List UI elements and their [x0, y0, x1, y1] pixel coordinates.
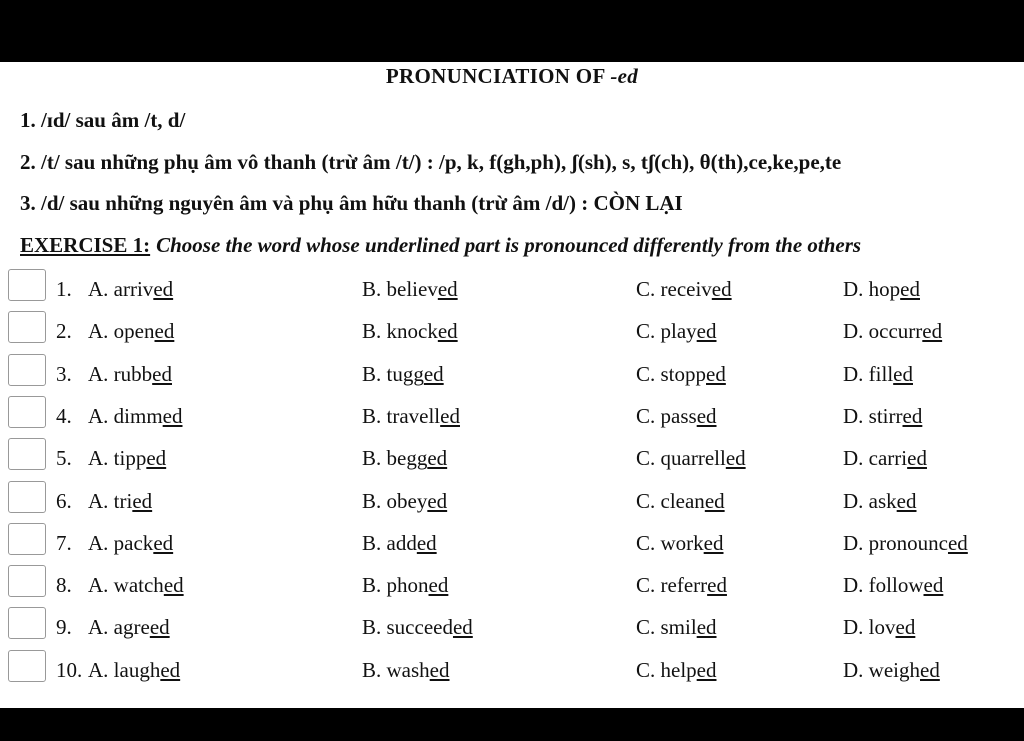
option-stem: D. pronounc: [843, 530, 948, 555]
option-stem: B. phon: [362, 573, 429, 598]
option-stem: B. wash: [362, 657, 430, 682]
option-underlined-part: ed: [154, 319, 175, 344]
option-b: [362, 319, 458, 344]
question-number: 9.: [56, 615, 72, 640]
question-row: [0, 319, 1024, 349]
option-underlined-part: ed: [149, 615, 170, 640]
option-underlined-part: ed: [947, 530, 968, 555]
option-underlined-part: ed: [902, 403, 923, 428]
question-number: 3.: [56, 361, 72, 386]
answer-checkbox[interactable]: [8, 481, 46, 513]
option-d: [843, 362, 913, 387]
option-d: [843, 531, 968, 556]
option-underlined-part: ed: [696, 615, 717, 640]
option-stem: A. tri: [88, 488, 133, 513]
option-a: [88, 489, 152, 514]
option-stem: A. rubb: [88, 361, 153, 386]
option-c: [636, 615, 717, 640]
option-a: [88, 319, 174, 344]
answer-checkbox[interactable]: [8, 269, 46, 301]
bottom-black-bar: [0, 708, 1024, 741]
question-row: [0, 573, 1024, 603]
option-b: [362, 531, 437, 556]
option-underlined-part: ed: [907, 446, 927, 471]
option-stem: C. smil: [636, 615, 697, 640]
option-underlined-part: ed: [146, 446, 167, 471]
option-stem: A. tipp: [88, 446, 147, 471]
option-stem: A. open: [88, 319, 155, 344]
question-row: [0, 531, 1024, 561]
option-c: [636, 531, 724, 556]
option-stem: C. referr: [636, 573, 708, 598]
option-underlined-part: ed: [440, 403, 460, 428]
option-underlined-part: ed: [153, 277, 174, 301]
option-stem: D. fill: [843, 361, 894, 386]
option-underlined-part: ed: [696, 657, 717, 682]
option-underlined-part: ed: [696, 403, 717, 428]
option-underlined-part: ed: [706, 361, 726, 386]
option-c: [636, 319, 717, 344]
option-underlined-part: ed: [429, 657, 450, 682]
rule-2: 2. /t/ sau những phụ âm vô thanh (trừ âm /t/) : /p, k, f(gh,ph), ʃ(sh), s, tʃ(ch), θ(th),ce,ke,pe,te: [20, 150, 842, 174]
option-underlined-part: ed: [152, 361, 172, 386]
answer-checkbox[interactable]: [8, 565, 46, 597]
question-number: 1.: [56, 277, 72, 301]
option-stem: A. pack: [88, 530, 154, 555]
option-a: [88, 573, 184, 598]
option-b: [362, 489, 447, 514]
question-number: 8.: [56, 573, 72, 598]
rule-3: 3. /d/ sau những nguyên âm và phụ âm hữu thanh (trừ âm /d/) : CÒN LẠI: [20, 191, 683, 215]
option-underlined-part: ed: [437, 319, 458, 344]
option-b: [362, 446, 447, 471]
option-underlined-part: ed: [452, 615, 473, 640]
option-d: [843, 319, 942, 344]
option-underlined-part: ed: [725, 446, 746, 471]
option-stem: D. occurr: [843, 319, 923, 344]
option-a: [88, 531, 173, 556]
option-underlined-part: ed: [711, 277, 732, 301]
option-underlined-part: ed: [427, 488, 448, 513]
option-a: [88, 362, 172, 387]
option-stem: D. lov: [843, 615, 896, 640]
title-suffix: -ed: [610, 64, 639, 88]
option-a: [88, 446, 166, 471]
question-number: 10.: [56, 657, 83, 682]
question-row: [0, 362, 1024, 392]
answer-checkbox[interactable]: [8, 396, 46, 428]
option-c: [636, 658, 717, 683]
option-stem: A. agre: [88, 615, 150, 640]
page-title: [0, 64, 1024, 89]
option-stem: C. pass: [636, 403, 697, 428]
option-a: [88, 615, 170, 640]
answer-checkbox[interactable]: [8, 438, 46, 470]
option-underlined-part: ed: [923, 573, 944, 598]
option-d: [843, 489, 917, 514]
option-stem: A. laugh: [88, 657, 161, 682]
option-stem: B. knock: [362, 319, 438, 344]
option-underlined-part: ed: [428, 573, 449, 598]
option-stem: D. weigh: [843, 657, 920, 682]
option-underlined-part: ed: [922, 319, 943, 344]
exercise-label: EXERCISE 1:: [20, 233, 151, 257]
option-stem: D. hop: [843, 277, 901, 301]
option-d: [843, 615, 915, 640]
answer-checkbox[interactable]: [8, 607, 46, 639]
question-row: [0, 615, 1024, 645]
option-b: [362, 615, 473, 640]
option-stem: A. watch: [88, 573, 164, 598]
option-b: [362, 573, 448, 598]
question-row: [0, 277, 1024, 307]
option-c: [636, 362, 726, 387]
option-stem: C. work: [636, 530, 704, 555]
question-row: [0, 404, 1024, 434]
option-underlined-part: ed: [160, 657, 181, 682]
option-d: [843, 446, 927, 471]
option-underlined-part: ed: [153, 530, 174, 555]
option-underlined-part: ed: [163, 573, 184, 598]
answer-checkbox[interactable]: [8, 650, 46, 682]
question-number: 4.: [56, 403, 72, 428]
exercise-heading: [20, 233, 861, 258]
question-row: [0, 489, 1024, 519]
rule-1: 1. /ɪd/ sau âm /t, d/: [20, 108, 186, 132]
answer-checkbox[interactable]: [8, 311, 46, 343]
option-underlined-part: ed: [895, 615, 916, 640]
option-stem: A. dimm: [88, 403, 163, 428]
option-underlined-part: ed: [704, 488, 725, 513]
question-number: 7.: [56, 530, 72, 555]
option-underlined-part: ed: [437, 277, 458, 301]
option-stem: B. add: [362, 530, 417, 555]
option-a: [88, 658, 180, 683]
option-b: [362, 362, 444, 387]
option-b: [362, 277, 458, 302]
option-underlined-part: ed: [920, 657, 940, 682]
answer-checkbox[interactable]: [8, 354, 46, 386]
exercise-instruction: Choose the word whose underlined part is pronounced differently from the others: [156, 233, 862, 257]
option-underlined-part: ed: [703, 530, 724, 555]
option-c: [636, 446, 746, 471]
question-number: 6.: [56, 488, 72, 513]
option-d: [843, 573, 943, 598]
title-main: PRONUNCIATION OF: [385, 64, 605, 88]
option-stem: C. clean: [636, 488, 705, 513]
option-underlined-part: ed: [132, 488, 153, 513]
question-row: [0, 658, 1024, 688]
option-c: [636, 489, 725, 514]
option-stem: A. arriv: [88, 277, 154, 301]
option-stem: B. believ: [362, 277, 438, 301]
option-d: [843, 658, 940, 683]
option-stem: C. stopp: [636, 361, 707, 386]
option-a: [88, 404, 183, 429]
option-stem: D. stirr: [843, 403, 903, 428]
option-stem: B. tugg: [362, 361, 424, 386]
option-stem: D. ask: [843, 488, 897, 513]
option-underlined-part: ed: [896, 488, 917, 513]
option-c: [636, 277, 732, 302]
option-b: [362, 658, 450, 683]
option-underlined-part: ed: [162, 403, 183, 428]
option-stem: B. begg: [362, 446, 428, 471]
option-a: [88, 277, 173, 302]
option-underlined-part: ed: [416, 530, 437, 555]
option-underlined-part: ed: [707, 573, 727, 598]
option-stem: C. receiv: [636, 277, 712, 301]
option-stem: C. play: [636, 319, 697, 344]
option-underlined-part: ed: [423, 361, 444, 386]
question-row: [0, 446, 1024, 476]
option-underlined-part: ed: [893, 361, 913, 386]
option-stem: D. carri: [843, 446, 908, 471]
option-d: [843, 277, 920, 302]
option-stem: B. succeed: [362, 615, 453, 640]
option-stem: C. quarrell: [636, 446, 726, 471]
option-b: [362, 404, 460, 429]
worksheet-page: [0, 62, 1024, 708]
option-d: [843, 404, 922, 429]
option-stem: C. help: [636, 657, 697, 682]
option-stem: B. obey: [362, 488, 428, 513]
question-number: 2.: [56, 319, 72, 344]
option-c: [636, 573, 727, 598]
question-number: 5.: [56, 446, 72, 471]
option-stem: B. travell: [362, 403, 441, 428]
option-stem: D. follow: [843, 573, 924, 598]
answer-checkbox[interactable]: [8, 523, 46, 555]
option-underlined-part: ed: [900, 277, 920, 301]
option-underlined-part: ed: [696, 319, 717, 344]
option-c: [636, 404, 717, 429]
option-underlined-part: ed: [427, 446, 448, 471]
